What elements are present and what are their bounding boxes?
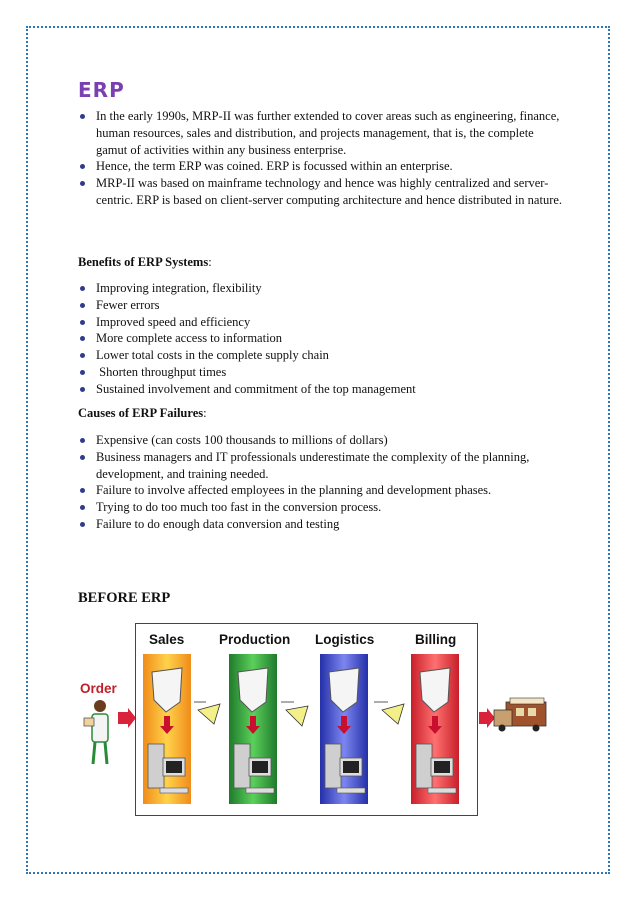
page-title: ERP (78, 78, 125, 102)
list-item: Fewer errors (78, 297, 568, 314)
dept-label-billing: Billing (415, 632, 457, 647)
list-item: Hence, the term ERP was coined. ERP is focussed within an enterprise. (78, 158, 568, 175)
customer-person-icon (80, 698, 120, 768)
list-item: In the early 1990s, MRP-II was further extended to cover areas such as engineering, finance, human resources, sales and distribution, and projects management, that is, the complete gamut of activities within any business enterprise. (78, 108, 568, 158)
dept-label-sales: Sales (149, 632, 185, 647)
list-item: Failure to do enough data conversion and testing (78, 516, 568, 533)
arrow-right-icon (118, 708, 136, 728)
order-label: Order (80, 681, 117, 696)
causes-list (78, 432, 568, 533)
before-erp-diagram (135, 623, 478, 816)
benefits-list (78, 280, 568, 398)
causes-heading: Causes of ERP Failures: (78, 406, 207, 420)
list-item: Shorten throughput times (78, 364, 568, 381)
list-item: MRP-II was based on mainframe technology and hence was highly centralized and server-centric. ERP is based on client-server computing architecture and hence distributed in nature. (78, 175, 568, 209)
computer-icon (148, 744, 456, 793)
list-item: Improved speed and efficiency (78, 314, 568, 331)
list-item: Trying to do too much too fast in the conversion process. (78, 499, 568, 516)
intro-list (78, 108, 568, 209)
list-item: More complete access to information (78, 330, 568, 347)
department-columns (136, 624, 479, 817)
dept-label-logistics: Logistics (315, 632, 375, 647)
dept-label-production: Production (219, 632, 291, 647)
list-item: Failure to involve affected employees in the planning and development phases. (78, 482, 568, 499)
document-stack-icon (152, 668, 450, 712)
list-item: Improving integration, flexibility (78, 280, 568, 297)
list-item: Expensive (can costs 100 thousands to millions of dollars) (78, 432, 568, 449)
paper-plane-icon (194, 702, 404, 726)
list-item: Sustained involvement and commitment of the top management (78, 381, 568, 398)
delivery-truck-icon (492, 696, 552, 734)
list-item: Lower total costs in the complete supply chain (78, 347, 568, 364)
list-item: Business managers and IT professionals underestimate the complexity of the planning, development, and training needed. (78, 449, 568, 483)
before-erp-heading: BEFORE ERP (78, 590, 171, 606)
benefits-heading: Benefits of ERP Systems: (78, 255, 212, 269)
